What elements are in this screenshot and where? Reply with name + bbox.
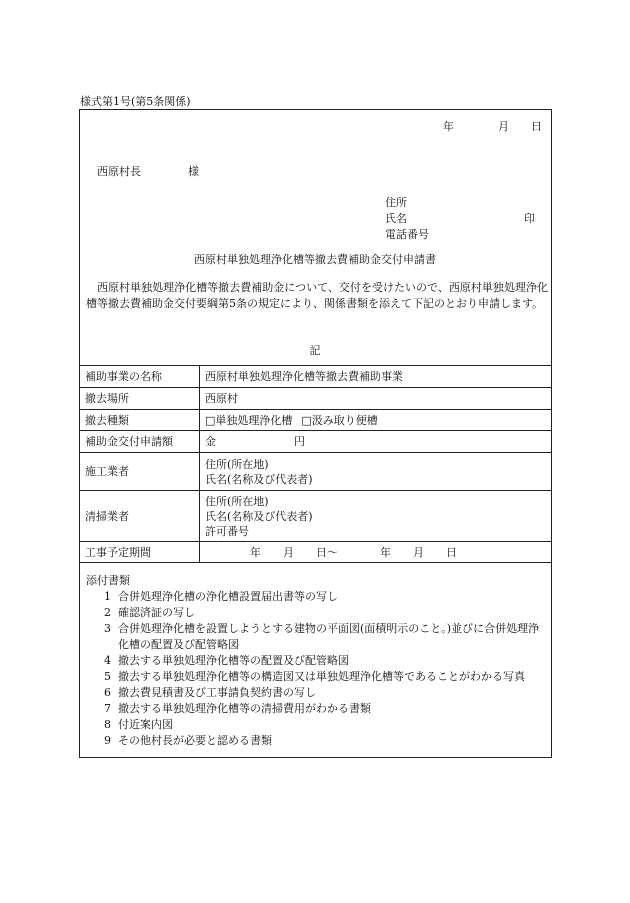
contractor-address: 住所(所在地): [205, 457, 269, 471]
cleaner-cell: [200, 491, 552, 542]
form-number-label: 様式第1号(第5条関係): [80, 95, 191, 108]
contractor-label: 施工業者: [80, 453, 200, 491]
list-item: 9 その他村長が必要と認める書類: [104, 734, 272, 747]
attachments-section: [86, 573, 550, 749]
cleaner-address: 住所(所在地): [205, 494, 269, 508]
application-body-text: 西原村単独処理浄化槽等撤去費補助金について、交付を受けたいので、西原村単独処理浄化槽等撤去費補助金交付要綱第5条の規定により、関係書類を添えて下記のとおり申請します。: [86, 281, 548, 310]
attachments-heading: 添付書類: [86, 574, 130, 587]
list-item: 1 合併処理浄化槽の浄化槽設置届出書等の写し: [104, 590, 338, 603]
amount-prefix: 金: [205, 435, 216, 448]
list-item: 5 撤去する単独処理浄化槽等の構造図又は単独処理浄化槽等であることがわかる写真: [104, 670, 525, 683]
date-year: 年: [443, 120, 454, 133]
list-item: 4 撤去する単独処理浄化槽等の配置及び配管略図: [104, 654, 349, 667]
table-row: [80, 410, 552, 431]
period-end-year: 年: [380, 545, 391, 559]
table-row: [80, 431, 552, 453]
contractor-cell: [200, 453, 552, 491]
list-item: 3 合併処理浄化槽を設置しようとする建物の平面図(面積明示のこと。)並びに合併処理浄化槽の配置及び配管略図: [104, 622, 540, 651]
contractor-name: 氏名(名称及び代表者): [205, 472, 313, 486]
period-end-month: 月: [413, 545, 424, 559]
cleaner-label: 清掃業者: [80, 491, 200, 542]
date-day: 日: [531, 120, 542, 133]
period-start-year: 年: [250, 545, 261, 559]
cleaner-license-number: 許可番号: [205, 524, 249, 538]
project-name-value: 西原村単独処理浄化槽等撤去費補助事業: [200, 366, 552, 388]
addressee: [97, 165, 199, 178]
date-month: 月: [498, 120, 509, 133]
table-row: [80, 542, 552, 563]
option-single-tank: □単独処理浄化槽: [205, 413, 293, 427]
table-row: [80, 366, 552, 388]
location-value: 西原村: [200, 388, 552, 410]
period-start-month: 月: [283, 545, 294, 559]
removal-type-cell: [200, 410, 552, 431]
ki-label: 記: [309, 344, 321, 357]
list-item: 8 付近案内図: [104, 718, 173, 731]
applicant-address-label: 住所: [385, 196, 407, 209]
option-pit-toilet: □汲み取り便槽: [301, 413, 378, 427]
period-label: 工事予定期間: [80, 542, 200, 563]
table-row: [80, 388, 552, 410]
list-item: 6 撤去費見積書及び工事請負契約書の写し: [104, 686, 316, 699]
period-cell: [200, 542, 552, 563]
addressee-name: 西原村長: [97, 165, 141, 178]
applicant-phone-label: 電話番号: [385, 228, 429, 241]
period-end-day: 日: [446, 545, 457, 559]
location-label: 撤去場所: [80, 388, 200, 410]
date-line: [443, 120, 542, 133]
application-details-table: [79, 365, 552, 563]
table-row: [80, 453, 552, 491]
document-title: 西原村単独処理浄化槽等撤去費補助金交付申請書: [194, 253, 436, 266]
table-row: [80, 491, 552, 542]
seal-label: 印: [524, 212, 535, 225]
removal-type-label: 撤去種類: [80, 410, 200, 431]
addressee-honorific: 様: [188, 165, 199, 178]
list-item: 2 確認済証の写し: [104, 606, 195, 619]
applicant-block: [385, 195, 535, 243]
project-name-label: 補助事業の名称: [80, 366, 200, 388]
applicant-name-row: [385, 211, 535, 227]
amount-cell: [200, 431, 552, 453]
amount-label: 補助金交付申請額: [80, 431, 200, 453]
amount-unit: 円: [294, 435, 305, 448]
period-start-day: 日〜: [316, 545, 338, 559]
list-item: 7 撤去する単独処理浄化槽等の清掃費用がわかる書類: [104, 702, 371, 715]
applicant-name-label: 氏名: [385, 212, 407, 225]
cleaner-name: 氏名(名称及び代表者): [205, 509, 313, 523]
